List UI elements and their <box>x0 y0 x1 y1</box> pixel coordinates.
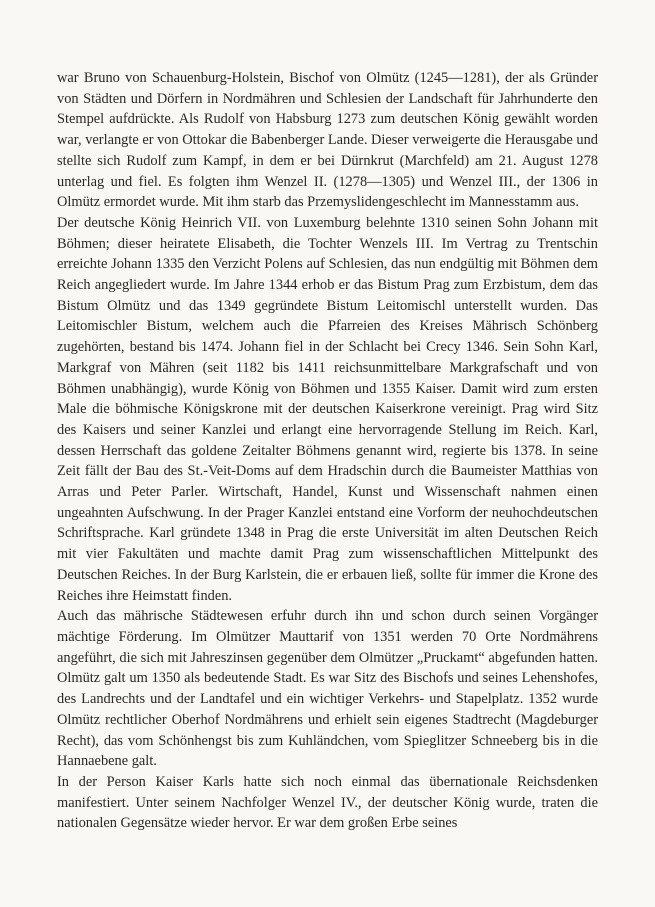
paragraph-luxemburg: Der deutsche König Heinrich VII. von Luxemburg belehnte 1310 seinen Sohn Johann mit Böhmen; dieser heiratete Elisabeth, die Tochter Wenzels III. Im Vertrag zu Trentschin erreichte Johann 1335 den Verzicht Polens auf Schlesien, das nun endgültig mit Böhmen dem Reich angegliedert wurde. Im Jahre 1344 erhob er das Bistum Prag zum Erzbistum, dem das Bistum Olmütz und das 1349 gegründete Bistum Leitomischl unterstellt wurden. Das Leitomischler Bistum, welchem auch die Pfarreien des Kreises Mährisch Schönberg zugehörten, bestand bis 1474. Johann fiel in der Schlacht bei Crecy 1346. Sein Sohn Karl, Markgraf von Mähren (seit 1182 bis 1411 reichsunmittelbare Markgrafschaft und von Böhmen unabhängig), wurde König von Böhmen und 1355 Kaiser. Damit wird zum ersten Male die böhmische Königskrone mit der deutschen Kaiserkrone vereinigt. Prag wird Sitz des Kaisers und seiner Kanzlei und erlangt eine hervorragende Stellung im Reich. Karl, dessen Herrschaft das goldene Zeitalter Böhmens genannt wird, regierte bis 1378. In seine Zeit fällt der Bau des St.-Veit-Doms auf dem Hradschin durch die Baumeister Matthias von Arras und Peter Parler. Wirtschaft, Handel, Kunst und Wissenschaft nahmen einen ungeahnten Aufschwung. In der Prager Kanzlei entstand eine Vorform der neuhochdeutschen Schriftsprache. Karl gründete 1348 in Prag die erste Universität im alten Deutschen Reich mit vier Fakultäten und machte damit Prag zum wissenschaftlichen Mittelpunkt des Deutschen Reiches. In der Burg Karlstein, die er erbauen ließ, sollte für immer die Krone des Reiches ihre Heimstatt finden. <box>57 214 598 604</box>
page-text <box>57 68 598 834</box>
paragraph-bruno: war Bruno von Schauenburg-Holstein, Bischof von Olmütz (1245—1281), der als Gründer von Städten und Dörfern in Nordmähren und Schlesien der Landschaft für Jahrhunderte den Stempel aufdrückte. Als Rudolf von Habsburg 1273 zum deutschen König gewählt worden war, verlangte er von Ottokar die Babenberger Lande. Dieser verweigerte die Herausgabe und stellte sich Rudolf zum Kampf, in dem er bei Dürnkrut (Marchfeld) am 21. August 1278 unterlag und fiel. Es folgten ihm Wenzel II. (1278—1305) und Wenzel III., der 1306 in Olmütz ermordet wurde. Mit ihm starb das Przemyslidengeschlecht im Mannesstamm aus. <box>57 70 598 211</box>
paragraph-reichsdenken: In der Person Kaiser Karls hatte sich noch einmal das übernationale Reichsdenken manifestiert. Unter seinem Nachfolger Wenzel IV., der deutscher König wurde, traten die nationalen Gegensätze wieder hervor. Er war dem großen Erbe seines <box>57 773 598 832</box>
paragraph-staedtewesen: Auch das mährische Städtewesen erfuhr durch ihn und schon durch seinen Vorgänger mächtige Förderung. Im Olmützer Mauttarif von 1351 werden 70 Orte Nordmährens angeführt, die sich mit Jahreszinsen gegenüber dem Olmützer „Pruckamt“ abgefunden hatten. Olmütz galt um 1350 als bedeutende Stadt. Es war Sitz des Bischofs und seines Lehenshofes, des Landrechts und der Landtafel und ein wichtiger Verkehrs- und Stapelplatz. 1352 wurde Olmütz rechtlicher Oberhof Nordmährens und erhielt sein eigenes Stadtrecht (Magdeburger Recht), das vom Schönhengst bis zum Kuhländchen, vom Spieglitzer Schneeberg bis in die Hannaebene galt. <box>57 608 598 770</box>
